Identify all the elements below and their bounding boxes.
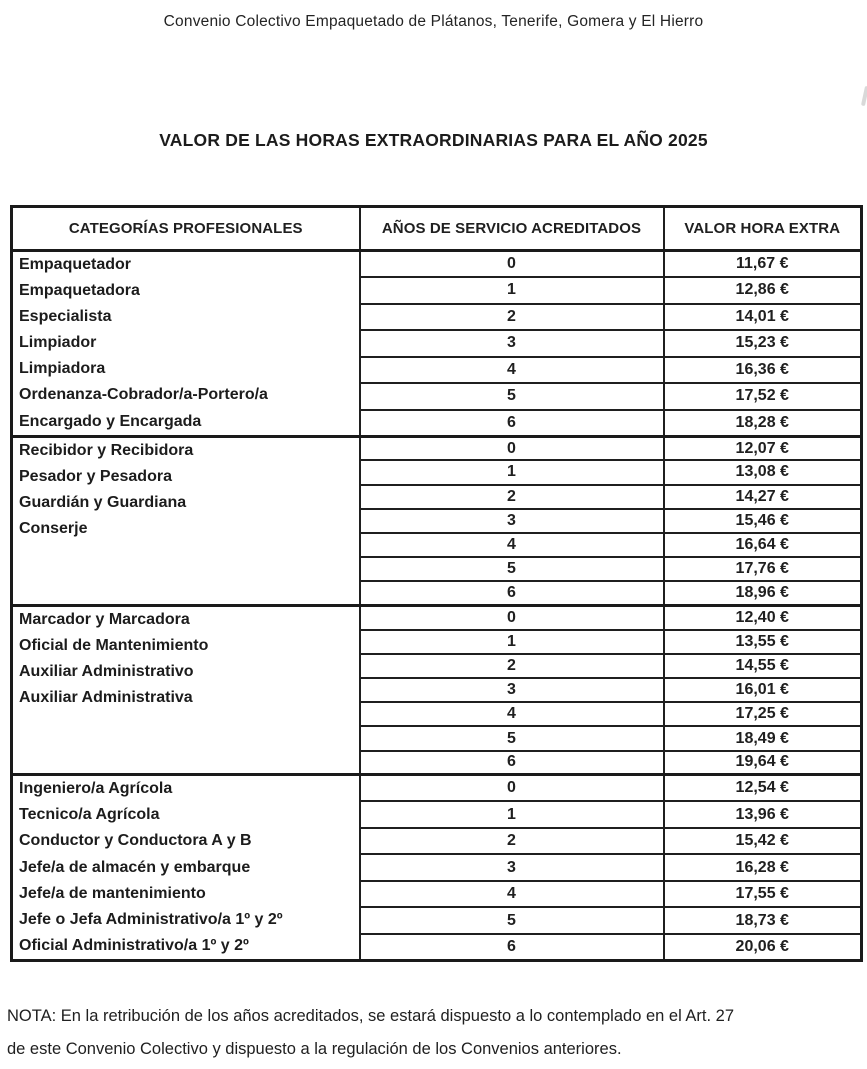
category-group-cell	[12, 436, 360, 605]
category-label: Conserje	[19, 519, 88, 537]
scan-artifact	[861, 86, 867, 106]
years-of-service-cell: 0	[360, 775, 664, 802]
years-of-service-cell: 4	[360, 533, 664, 557]
category-label: Marcador y Marcadora	[19, 610, 190, 628]
category-label: Auxiliar Administrativo	[19, 663, 194, 681]
table-header-row	[12, 207, 862, 251]
years-of-service-cell: 4	[360, 357, 664, 384]
years-of-service-cell: 6	[360, 934, 664, 961]
years-of-service-cell: 5	[360, 907, 664, 934]
category-label: Ordenanza-Cobrador/a-Portero/a	[19, 386, 268, 404]
table-row	[12, 436, 862, 460]
years-of-service-cell: 6	[360, 751, 664, 775]
years-of-service-cell: 0	[360, 251, 664, 278]
table-row	[12, 775, 862, 802]
footnote	[7, 1000, 862, 1066]
hour-value-cell: 18,28 €	[664, 410, 862, 437]
hour-value-cell: 16,36 €	[664, 357, 862, 384]
hour-value-cell: 17,76 €	[664, 557, 862, 581]
hour-value-cell: 15,46 €	[664, 509, 862, 533]
category-label: Oficial Administrativo/a 1º y 2º	[19, 936, 249, 954]
hour-value-cell: 12,40 €	[664, 605, 862, 629]
years-of-service-cell: 1	[360, 460, 664, 484]
hour-value-cell: 18,96 €	[664, 581, 862, 605]
years-of-service-cell: 6	[360, 581, 664, 605]
years-of-service-cell: 1	[360, 277, 664, 304]
years-of-service-cell: 2	[360, 828, 664, 855]
document-header: Convenio Colectivo Empaquetado de Plátanos, Tenerife, Gomera y El Hierro	[163, 13, 704, 30]
hour-value-cell: 13,08 €	[664, 460, 862, 484]
hour-value-cell: 20,06 €	[664, 934, 862, 961]
hour-value-cell: 16,28 €	[664, 854, 862, 881]
category-label: Especialista	[19, 308, 112, 326]
years-of-service-cell: 1	[360, 630, 664, 654]
table-row	[12, 605, 862, 629]
category-label: Jefe/a de mantenimiento	[19, 884, 206, 902]
category-label: Jefe/a de almacén y embarque	[19, 858, 251, 876]
hour-value-cell: 15,23 €	[664, 330, 862, 357]
category-label: Tecnico/a Agrícola	[19, 806, 160, 824]
hour-value-cell: 19,64 €	[664, 751, 862, 775]
hour-value-cell: 16,01 €	[664, 678, 862, 702]
years-of-service-cell: 0	[360, 436, 664, 460]
column-header-years-of-service: AÑOS DE SERVICIO ACREDITADOS	[360, 207, 664, 251]
hour-value-cell: 12,86 €	[664, 277, 862, 304]
years-of-service-cell: 3	[360, 854, 664, 881]
category-label: Oficial de Mantenimiento	[19, 637, 209, 655]
hour-value-cell: 13,96 €	[664, 801, 862, 828]
page-title: VALOR DE LAS HORAS EXTRAORDINARIAS PARA EL AÑO 2025	[159, 130, 708, 150]
years-of-service-cell: 3	[360, 330, 664, 357]
category-label: Empaquetadora	[19, 282, 140, 300]
category-label: Ingeniero/a Agrícola	[19, 780, 173, 798]
footnote-line: NOTA: En la retribución de los años acreditados, se estará dispuesto a lo contemplado en el Art. 27	[7, 1007, 735, 1025]
years-of-service-cell: 4	[360, 881, 664, 908]
category-group-cell	[12, 251, 360, 437]
category-label: Limpiadora	[19, 360, 106, 378]
category-group-cell	[12, 605, 360, 774]
footnote-line: de este Convenio Colectivo y dispuesto a la regulación de los Convenios anteriores.	[7, 1040, 622, 1058]
category-label: Jefe o Jefa Administrativo/a 1º y 2º	[19, 910, 283, 928]
years-of-service-cell: 2	[360, 654, 664, 678]
years-of-service-cell: 4	[360, 702, 664, 726]
years-of-service-cell: 1	[360, 801, 664, 828]
hour-value-cell: 18,73 €	[664, 907, 862, 934]
hour-value-cell: 14,55 €	[664, 654, 862, 678]
hour-value-cell: 11,67 €	[664, 251, 862, 278]
hour-value-cell: 14,27 €	[664, 485, 862, 509]
category-label: Pesador y Pesadora	[19, 467, 172, 485]
years-of-service-cell: 6	[360, 410, 664, 437]
category-label: Auxiliar Administrativa	[19, 689, 193, 707]
years-of-service-cell: 2	[360, 485, 664, 509]
years-of-service-cell: 5	[360, 383, 664, 410]
category-label: Limpiador	[19, 334, 97, 352]
hour-value-cell: 17,52 €	[664, 383, 862, 410]
hour-value-cell: 15,42 €	[664, 828, 862, 855]
years-of-service-cell: 5	[360, 557, 664, 581]
column-header-categories: CATEGORÍAS PROFESIONALES	[12, 207, 360, 251]
category-label: Conductor y Conductora A y B	[19, 832, 252, 850]
hour-value-cell: 13,55 €	[664, 630, 862, 654]
years-of-service-cell: 3	[360, 678, 664, 702]
category-label: Recibidor y Recibidora	[19, 441, 194, 459]
overtime-rates-table	[10, 205, 863, 962]
hour-value-cell: 14,01 €	[664, 304, 862, 331]
table-row	[12, 251, 862, 278]
years-of-service-cell: 5	[360, 726, 664, 750]
years-of-service-cell: 2	[360, 304, 664, 331]
category-label: Empaquetador	[19, 256, 132, 273]
hour-value-cell: 16,64 €	[664, 533, 862, 557]
years-of-service-cell: 3	[360, 509, 664, 533]
hour-value-cell: 18,49 €	[664, 726, 862, 750]
category-group-cell	[12, 775, 360, 961]
years-of-service-cell: 0	[360, 605, 664, 629]
category-label: Encargado y Encargada	[19, 412, 202, 430]
hour-value-cell: 17,55 €	[664, 881, 862, 908]
hour-value-cell: 12,54 €	[664, 775, 862, 802]
category-label: Guardián y Guardiana	[19, 493, 187, 511]
column-header-hour-value: VALOR HORA EXTRA	[664, 207, 862, 251]
hour-value-cell: 17,25 €	[664, 702, 862, 726]
hour-value-cell: 12,07 €	[664, 436, 862, 460]
